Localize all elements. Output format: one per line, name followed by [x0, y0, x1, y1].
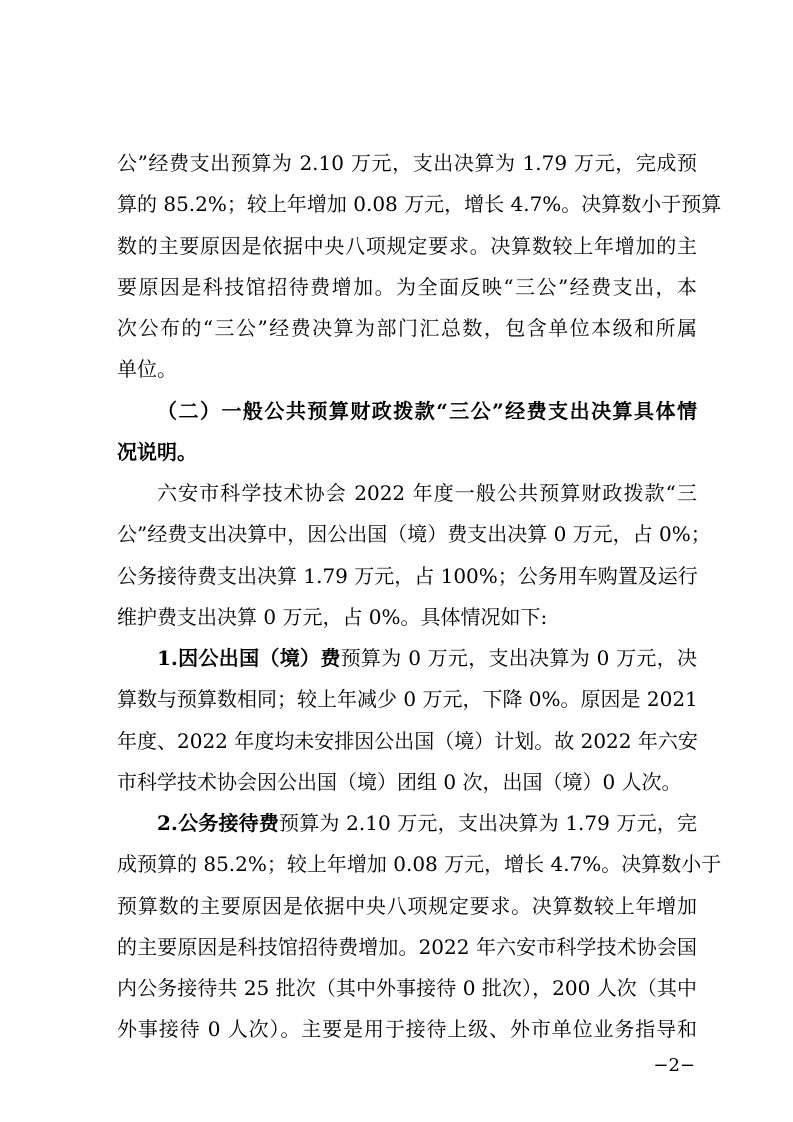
paragraph-line: 算数与预算数相同；较上年减少 0 万元，下降 0%。原因是 2021 [117, 687, 698, 711]
section-heading: （二）一般公共预算财政拨款“三公”经费支出决算具体情 [157, 399, 697, 423]
paragraph-line: 年度、2022 年度均未安排因公出国（境）计划。故 2022 年六安 [117, 729, 698, 753]
paragraph-line: 次公布的“三公”经费决算为部门汇总数，包含单位本级和所属 [117, 316, 697, 340]
paragraph-line: 市科学技术协会因公出国（境）团组 0 次，出国（境）0 人次。 [117, 770, 682, 794]
paragraph-line: 成预算的 85.2%；较上年增加 0.08 万元，增长 4.7%。决算数小于 [117, 852, 722, 876]
paragraph-line: 外事接待 0 人次）。主要是用于接待上级、外市单位业务指导和 [117, 1017, 697, 1041]
item-first-line [157, 643, 697, 675]
item-text: 预算为 2.10 万元，支出决算为 1.79 万元，完 [279, 811, 697, 835]
paragraph-line: 单位。 [117, 357, 177, 381]
paragraph-line: 公”经费支出决算中，因公出国（境）费支出决算 0 万元，占 0%； [117, 522, 711, 546]
paragraph-line: 维护费支出决算 0 万元，占 0%。具体情况如下: [117, 605, 548, 629]
paragraph-line: 要原因是科技馆招待费增加。为全面反映“三公”经费支出，本 [117, 275, 697, 299]
paragraph-line: 算的 85.2%；较上年增加 0.08 万元，增长 4.7%。决算数小于预算 [117, 192, 722, 216]
item-text: 预算为 0 万元，支出决算为 0 万元，决 [340, 646, 697, 670]
paragraph-line: 内公务接待共 25 批次（其中外事接待 0 批次），200 人次（其中 [117, 976, 697, 1000]
item-heading: 2.公务接待费 [157, 811, 280, 835]
page-number: −2− [653, 1055, 695, 1076]
paragraph-line: 的主要原因是科技馆招待费增加。2022 年六安市科学技术协会国 [117, 935, 697, 959]
paragraph-line: 六安市科学技术协会 2022 年度一般公共预算财政拨款“三 [157, 481, 697, 505]
paragraph-line: 公务接待费支出决算 1.79 万元，占 100%；公务用车购置及运行 [117, 564, 698, 588]
item-heading: 1.因公出国（境）费 [157, 646, 341, 670]
paragraph-line: 数的主要原因是依据中央八项规定要求。决算数较上年增加的主 [117, 234, 697, 258]
item-first-line [157, 808, 697, 840]
paragraph-line: 预算数的主要原因是依据中央八项规定要求。决算数较上年增加 [117, 894, 697, 918]
section-heading: 况说明。 [117, 440, 197, 464]
paragraph-line: 公”经费支出预算为 2.10 万元，支出决算为 1.79 万元，完成预 [117, 151, 697, 175]
